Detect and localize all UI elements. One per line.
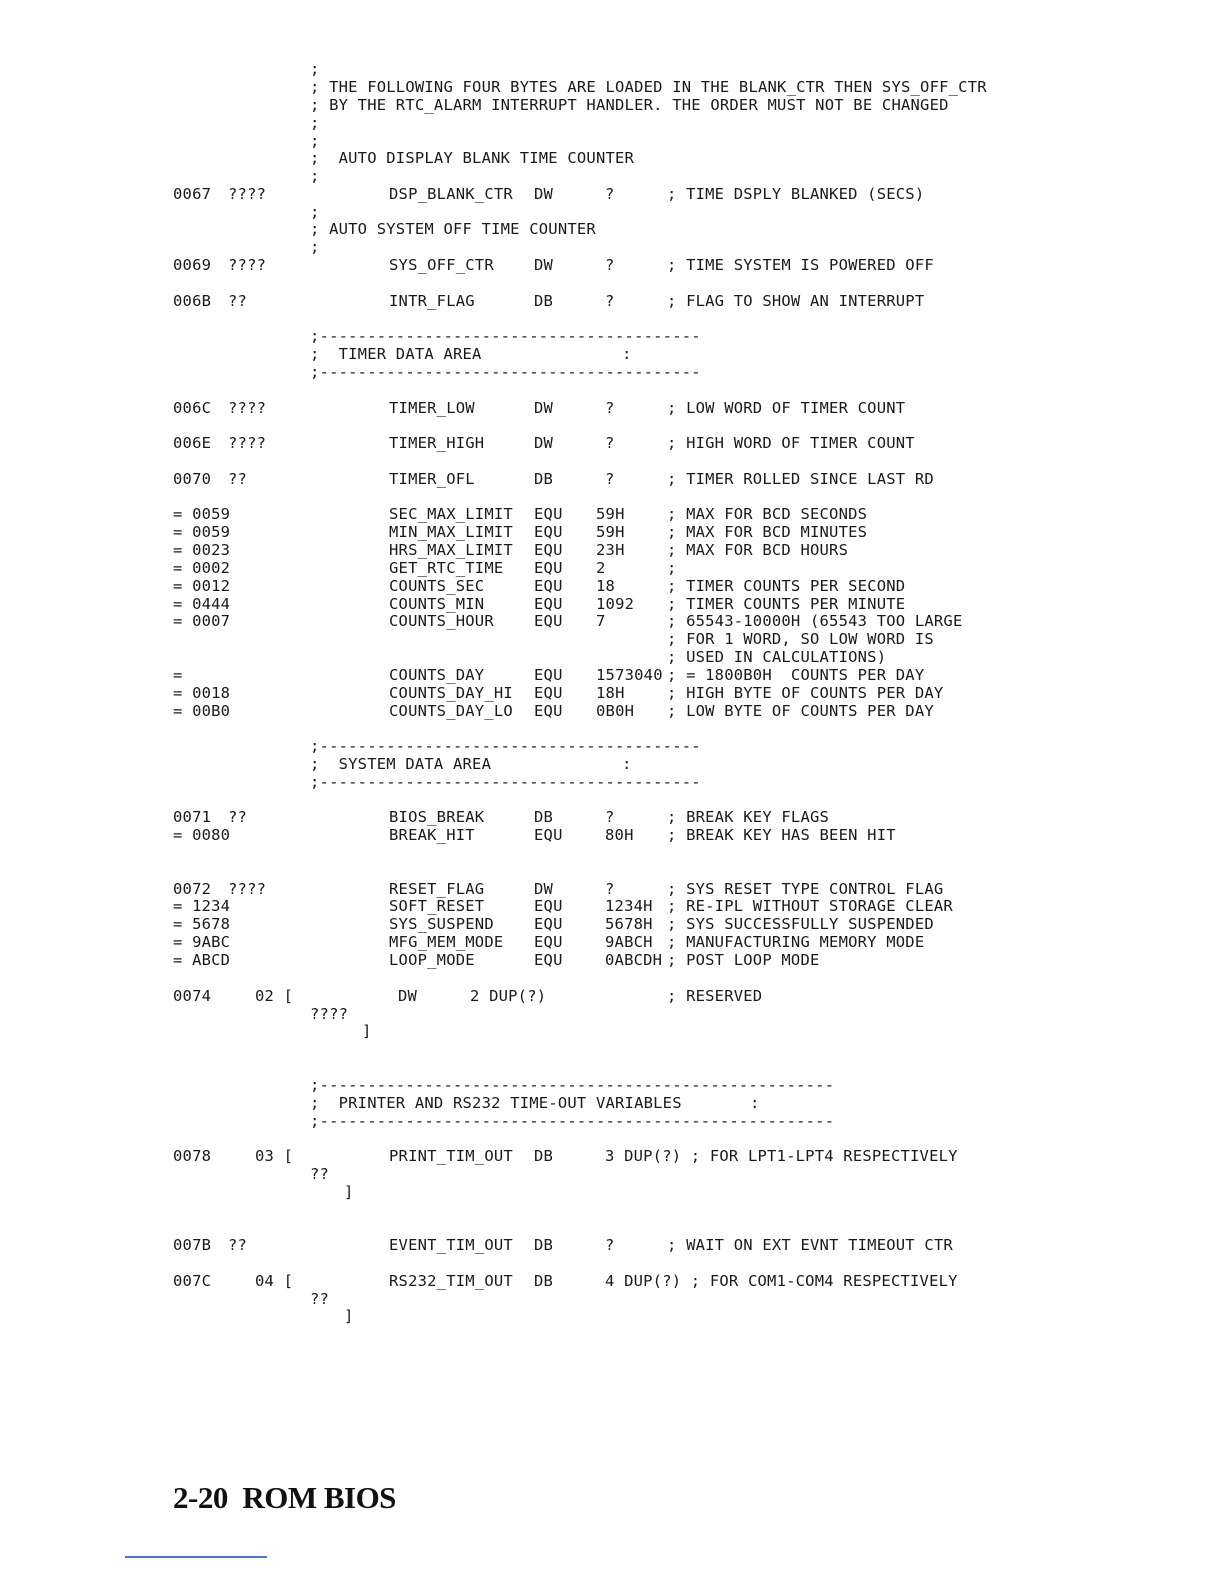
listing-text: 007C xyxy=(173,1272,212,1290)
listing-text: ; MAX FOR BCD MINUTES xyxy=(667,523,868,541)
footer-rule xyxy=(125,1556,267,1558)
listing-text: 04 [ xyxy=(255,1272,294,1290)
listing-text: = 1234 xyxy=(173,897,231,915)
listing-text: COUNTS_HOUR xyxy=(389,612,494,630)
listing-text: 2 xyxy=(596,559,606,577)
listing-text: 7 xyxy=(596,612,606,630)
listing-text: ?? xyxy=(228,470,248,488)
listing-text: ; AUTO DISPLAY BLANK TIME COUNTER xyxy=(310,149,635,167)
listing-text: TIMER_OFL xyxy=(389,470,475,488)
listing-text: 007B xyxy=(173,1236,212,1254)
listing-text: DB xyxy=(534,808,554,826)
listing-text: ?? xyxy=(310,1290,330,1308)
listing-text: = 0002 xyxy=(173,559,231,577)
listing-text: 18H xyxy=(596,684,625,702)
listing-text: SEC_MAX_LIMIT xyxy=(389,505,513,523)
listing-text: ; SYS SUCCESSFULLY SUSPENDED xyxy=(667,915,934,933)
listing-text: ; MAX FOR BCD SECONDS xyxy=(667,505,868,523)
listing-text: ;---------------------------------------- xyxy=(310,737,701,755)
listing-text: 5678H xyxy=(605,915,653,933)
listing-text: DW xyxy=(398,987,418,1005)
listing-text: 59H xyxy=(596,505,625,523)
listing-text: = 5678 xyxy=(173,915,231,933)
listing-text: 006E xyxy=(173,434,212,452)
listing-text: DW xyxy=(534,185,554,203)
listing-text: ; RESERVED xyxy=(667,987,763,1005)
listing-text: = 0444 xyxy=(173,595,231,613)
listing-text: DB xyxy=(534,470,554,488)
listing-text: EQU xyxy=(534,684,563,702)
listing-text: : xyxy=(622,755,632,773)
listing-text: = 0007 xyxy=(173,612,231,630)
listing-text: TIMER_HIGH xyxy=(389,434,485,452)
listing-text: COUNTS_DAY_HI xyxy=(389,684,513,702)
listing-text: ; TIME DSPLY BLANKED (SECS) xyxy=(667,185,925,203)
listing-text: EQU xyxy=(534,702,563,720)
listing-text: 9ABCH xyxy=(605,933,653,951)
listing-text: DW xyxy=(534,256,554,274)
listing-text: = xyxy=(173,666,183,684)
listing-text: ;------------------------------------------------------ xyxy=(310,1112,835,1130)
listing-text: 006B xyxy=(173,292,212,310)
listing-text: ? xyxy=(605,185,615,203)
listing-text: ; 65543-10000H (65543 TOO LARGE xyxy=(667,612,963,630)
listing-text: 2 DUP(?) xyxy=(470,987,547,1005)
listing-text: ; TIME SYSTEM IS POWERED OFF xyxy=(667,256,934,274)
listing-text: ? xyxy=(605,880,615,898)
listing-text: 1573040 xyxy=(596,666,663,684)
listing-text: ; RE-IPL WITHOUT STORAGE CLEAR xyxy=(667,897,953,915)
listing-text: EQU xyxy=(534,559,563,577)
listing-text: = ABCD xyxy=(173,951,231,969)
listing-text: EQU xyxy=(534,595,563,613)
listing-text: ; TIMER DATA AREA xyxy=(310,345,482,363)
listing-text: 23H xyxy=(596,541,625,559)
listing-text: EQU xyxy=(534,951,563,969)
listing-text: DB xyxy=(534,292,554,310)
listing-text: SYS_OFF_CTR xyxy=(389,256,494,274)
listing-text: ; BY THE RTC_ALARM INTERRUPT HANDLER. THE ORDER MUST NOT BE CHANGED xyxy=(310,96,949,114)
listing-text: = 0080 xyxy=(173,826,231,844)
listing-text: ???? xyxy=(228,434,267,452)
listing-text: DW xyxy=(534,880,554,898)
listing-text: EVENT_TIM_OUT xyxy=(389,1236,513,1254)
listing-text: SYS_SUSPEND xyxy=(389,915,494,933)
listing-text: ?? xyxy=(228,1236,248,1254)
listing-text: COUNTS_MIN xyxy=(389,595,485,613)
listing-text: ; LOW WORD OF TIMER COUNT xyxy=(667,399,906,417)
listing-text: BIOS_BREAK xyxy=(389,808,485,826)
listing-text: GET_RTC_TIME xyxy=(389,559,504,577)
listing-text: 59H xyxy=(596,523,625,541)
page-footer-title: 2-20 ROM BIOS xyxy=(173,1480,396,1515)
listing-text: EQU xyxy=(534,505,563,523)
listing-text: ; xyxy=(667,559,677,577)
listing-text: PRINT_TIM_OUT xyxy=(389,1147,513,1165)
listing-text: ; xyxy=(310,114,320,132)
listing-text: DSP_BLANK_CTR xyxy=(389,185,513,203)
listing-text: DW xyxy=(534,434,554,452)
listing-text: ; TIMER ROLLED SINCE LAST RD xyxy=(667,470,934,488)
listing-text: RS232_TIM_OUT xyxy=(389,1272,513,1290)
listing-text: ; PRINTER AND RS232 TIME-OUT VARIABLES xyxy=(310,1094,682,1112)
listing-text: EQU xyxy=(534,933,563,951)
listing-text: ; THE FOLLOWING FOUR BYTES ARE LOADED IN THE BLANK_CTR THEN SYS_OFF_CTR xyxy=(310,78,987,96)
listing-text: MFG_MEM_MODE xyxy=(389,933,504,951)
listing-text: EQU xyxy=(534,523,563,541)
listing-text: 0074 xyxy=(173,987,212,1005)
listing-text: 0072 xyxy=(173,880,212,898)
listing-text: 1234H xyxy=(605,897,653,915)
listing-text: EQU xyxy=(534,826,563,844)
listing-text: ; TIMER COUNTS PER SECOND xyxy=(667,577,906,595)
listing-text: ? xyxy=(605,434,615,452)
listing-text: ; MANUFACTURING MEMORY MODE xyxy=(667,933,925,951)
listing-text: : xyxy=(750,1094,760,1112)
listing-text: ; = 1800B0H COUNTS PER DAY xyxy=(667,666,925,684)
listing-text: EQU xyxy=(534,541,563,559)
listing-text: 03 [ xyxy=(255,1147,294,1165)
listing-text: HRS_MAX_LIMIT xyxy=(389,541,513,559)
listing-text: BREAK_HIT xyxy=(389,826,475,844)
listing-text: EQU xyxy=(534,612,563,630)
listing-text: ; BREAK KEY HAS BEEN HIT xyxy=(667,826,896,844)
listing-text: 0070 xyxy=(173,470,212,488)
listing-text: ; xyxy=(310,167,320,185)
listing-text: ; FLAG TO SHOW AN INTERRUPT xyxy=(667,292,925,310)
listing-text: ; xyxy=(310,238,320,256)
listing-text: ; xyxy=(310,132,320,150)
listing-text: ? xyxy=(605,1236,615,1254)
listing-text: RESET_FLAG xyxy=(389,880,485,898)
listing-text: ;---------------------------------------- xyxy=(310,363,701,381)
listing-text: = 0059 xyxy=(173,523,231,541)
listing-text: COUNTS_DAY xyxy=(389,666,485,684)
listing-text: ???? xyxy=(228,256,267,274)
listing-text: ; xyxy=(310,203,320,221)
listing-text: INTR_FLAG xyxy=(389,292,475,310)
listing-text: ] xyxy=(344,1183,354,1201)
listing-text: ; HIGH WORD OF TIMER COUNT xyxy=(667,434,915,452)
listing-text: EQU xyxy=(534,915,563,933)
listing-text: DB xyxy=(534,1236,554,1254)
listing-text: ] xyxy=(362,1022,372,1040)
listing-text: MIN_MAX_LIMIT xyxy=(389,523,513,541)
listing-text: ???? xyxy=(228,399,267,417)
listing-text: ? xyxy=(605,256,615,274)
listing-text: ?? xyxy=(228,808,248,826)
listing-text: 0B0H xyxy=(596,702,635,720)
listing-text: = 00B0 xyxy=(173,702,231,720)
listing-text: LOOP_MODE xyxy=(389,951,475,969)
listing-text: 1092 xyxy=(596,595,635,613)
listing-text: ] xyxy=(344,1307,354,1325)
listing-text: = 0018 xyxy=(173,684,231,702)
listing-text: ? xyxy=(605,470,615,488)
listing-text: ?? xyxy=(228,292,248,310)
listing-text: 4 DUP(?) ; FOR COM1-COM4 RESPECTIVELY xyxy=(605,1272,958,1290)
listing-text: ???? xyxy=(228,880,267,898)
listing-text: ; LOW BYTE OF COUNTS PER DAY xyxy=(667,702,934,720)
listing-text: ; USED IN CALCULATIONS) xyxy=(667,648,887,666)
listing-text: 3 DUP(?) ; FOR LPT1-LPT4 RESPECTIVELY xyxy=(605,1147,958,1165)
listing-text: 18 xyxy=(596,577,616,595)
listing-text: COUNTS_DAY_LO xyxy=(389,702,513,720)
listing-text: SOFT_RESET xyxy=(389,897,485,915)
listing-text: DW xyxy=(534,399,554,417)
listing-text: : xyxy=(622,345,632,363)
listing-text: COUNTS_SEC xyxy=(389,577,485,595)
listing-text: DB xyxy=(534,1272,554,1290)
listing-text: ; TIMER COUNTS PER MINUTE xyxy=(667,595,906,613)
listing-text: ; POST LOOP MODE xyxy=(667,951,820,969)
listing-text: ; xyxy=(310,60,320,78)
listing-text: ;---------------------------------------- xyxy=(310,327,701,345)
listing-text: ; HIGH BYTE OF COUNTS PER DAY xyxy=(667,684,944,702)
listing-text: = 0012 xyxy=(173,577,231,595)
listing-text: ;---------------------------------------- xyxy=(310,773,701,791)
listing-text: ; SYS RESET TYPE CONTROL FLAG xyxy=(667,880,944,898)
listing-text: 0067 xyxy=(173,185,212,203)
listing-text: ; BREAK KEY FLAGS xyxy=(667,808,830,826)
listing-text: EQU xyxy=(534,897,563,915)
listing-text: 0071 xyxy=(173,808,212,826)
listing-text: TIMER_LOW xyxy=(389,399,475,417)
listing-text: 0078 xyxy=(173,1147,212,1165)
listing-text: ? xyxy=(605,292,615,310)
listing-text: ; SYSTEM DATA AREA xyxy=(310,755,492,773)
listing-text: 006C xyxy=(173,399,212,417)
listing-text: = 9ABC xyxy=(173,933,231,951)
listing-text: ? xyxy=(605,808,615,826)
listing-text: DB xyxy=(534,1147,554,1165)
listing-text: ?? xyxy=(310,1165,330,1183)
listing-text: 02 [ xyxy=(255,987,294,1005)
listing-text: 0069 xyxy=(173,256,212,274)
listing-text: EQU xyxy=(534,666,563,684)
listing-text: 0ABCDH xyxy=(605,951,663,969)
listing-text: ? xyxy=(605,399,615,417)
listing-text: ???? xyxy=(228,185,267,203)
listing-text: = 0023 xyxy=(173,541,231,559)
listing-text: EQU xyxy=(534,577,563,595)
listing-text: = 0059 xyxy=(173,505,231,523)
listing-text: 80H xyxy=(605,826,634,844)
listing-text: ; WAIT ON EXT EVNT TIMEOUT CTR xyxy=(667,1236,953,1254)
listing-text: ;------------------------------------------------------ xyxy=(310,1076,835,1094)
listing-text: ; MAX FOR BCD HOURS xyxy=(667,541,849,559)
listing-text: ; FOR 1 WORD, SO LOW WORD IS xyxy=(667,630,934,648)
listing-text: ; AUTO SYSTEM OFF TIME COUNTER xyxy=(310,220,596,238)
listing-text: ???? xyxy=(310,1005,349,1023)
